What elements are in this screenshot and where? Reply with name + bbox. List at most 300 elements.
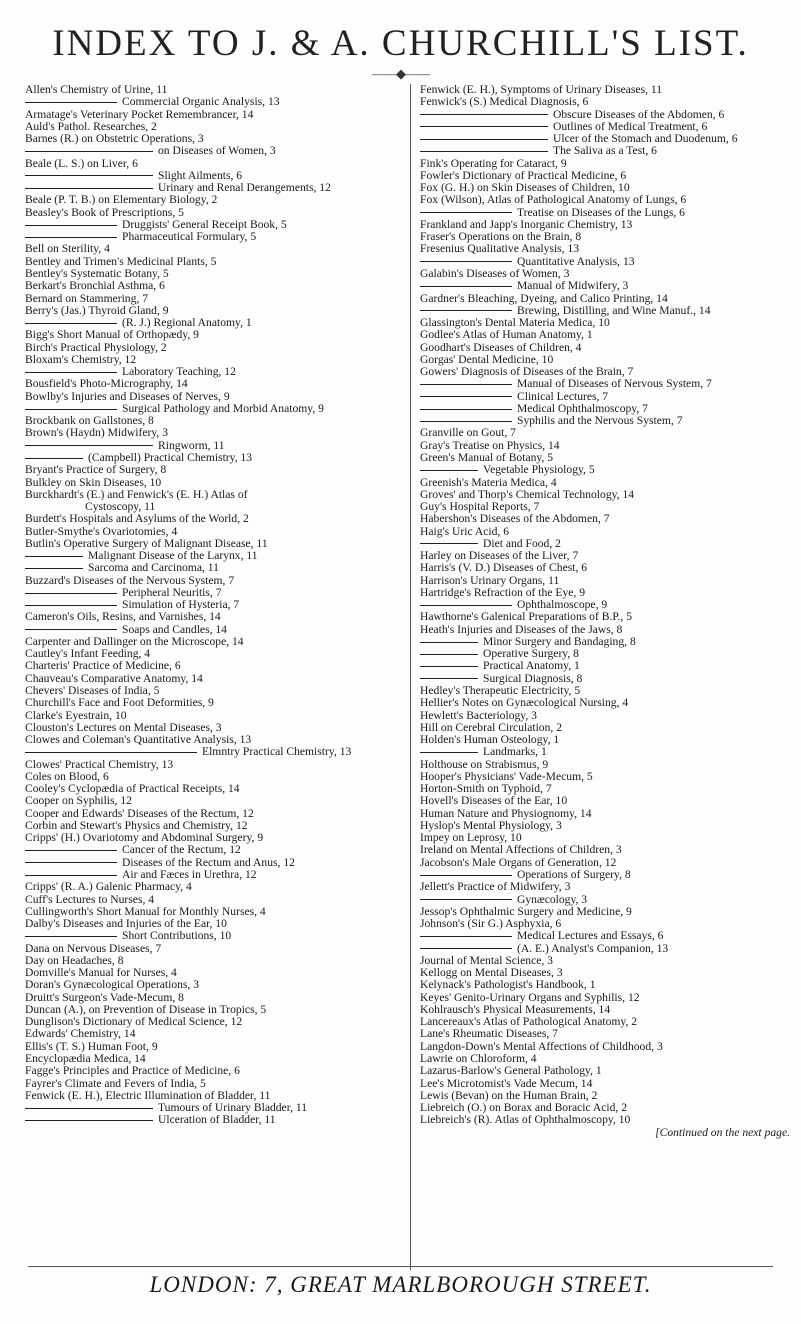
index-entry-text: Druggists' General Receipt Book, 5 (122, 218, 287, 231)
index-entry (25, 673, 405, 685)
index-entry-text: Encyclopædia Medica, 14 (25, 1052, 146, 1065)
index-entry (25, 121, 405, 133)
index-entry-text: Fenwick (E. H.), Symptoms of Urinary Diseases, 11 (420, 84, 663, 96)
index-entry (25, 894, 405, 906)
index-entry (25, 452, 405, 464)
index-entry-text: Laboratory Teaching, 12 (122, 366, 236, 379)
index-entry-text: Hooper's Physicians' Vade-Mecum, 5 (420, 770, 593, 783)
index-entry (25, 1004, 405, 1016)
index-entry (420, 231, 790, 243)
index-entry (25, 550, 405, 562)
index-entry (420, 783, 790, 795)
index-entry (420, 943, 790, 955)
index-entry (420, 440, 790, 452)
index-entry (25, 587, 405, 599)
ditto-dash (25, 568, 83, 569)
index-entry-text: Greenish's Materia Medica, 4 (420, 476, 557, 489)
ditto-dash (420, 752, 478, 753)
index-entry-text: Keyes' Genito-Urinary Organs and Syphilis, 12 (420, 991, 640, 1004)
index-entry (420, 1041, 790, 1053)
index-entry-text: Operations of Surgery, 8 (517, 869, 631, 881)
index-entry-text: Berry's (Jas.) Thyroid Gland, 9 (25, 304, 169, 317)
index-entry (25, 1053, 405, 1065)
index-entry-text: Burckhardt's (E.) and Fenwick's (E. H.) Atlas of (25, 488, 248, 501)
index-entry (420, 305, 790, 317)
index-entry-text: Heath's Injuries and Diseases of the Jaws, 8 (420, 623, 623, 636)
index-entry (420, 342, 790, 354)
ditto-dash (25, 850, 117, 851)
index-entry (420, 477, 790, 489)
index-entry (25, 501, 405, 513)
index-entry-text: Hyslop's Mental Physiology, 3 (420, 819, 562, 832)
index-entry-text: Carpenter and Dallinger on the Microscope, 14 (25, 635, 244, 648)
index-entry-text: Hedley's Therapeutic Electricity, 5 (420, 685, 581, 698)
ditto-dash (25, 409, 117, 410)
index-entry-text: Fraser's Operations on the Brain, 8 (420, 231, 582, 244)
index-entry-text: Hill on Cerebral Circulation, 2 (420, 721, 562, 734)
index-entry (25, 685, 405, 697)
ditto-dash (25, 323, 117, 324)
ditto-dash (25, 225, 117, 226)
index-entry (25, 231, 405, 243)
ditto-dash (420, 114, 548, 115)
index-entry-text: Bigg's Short Manual of Orthopædy, 9 (25, 329, 199, 342)
index-entry-text: Vegetable Physiology, 5 (483, 464, 595, 477)
index-entry-text: The Saliva as a Test, 6 (553, 145, 657, 158)
index-entry (420, 808, 790, 820)
index-entry-text: Lane's Rheumatic Diseases, 7 (420, 1028, 558, 1041)
index-entry (25, 440, 405, 452)
ditto-dash (420, 654, 478, 655)
index-entry (25, 783, 405, 795)
index-entry (25, 182, 405, 194)
index-entry-text: Edwards' Chemistry, 14 (25, 1028, 136, 1041)
index-entry-text: Malignant Disease of the Larynx, 11 (88, 550, 258, 563)
index-entry (420, 403, 790, 415)
index-entry-text: Chevers' Diseases of India, 5 (25, 685, 160, 698)
index-entry (420, 1127, 790, 1139)
ditto-dash (420, 948, 512, 949)
index-entry-text: Brewing, Distilling, and Wine Manuf., 14 (517, 304, 711, 317)
index-entry (25, 967, 405, 979)
index-entry (420, 587, 790, 599)
index-entry-text: Diet and Food, 2 (483, 537, 561, 550)
page-title: INDEX TO J. & A. CHURCHILL'S LIST. (52, 23, 749, 64)
index-entry (25, 109, 405, 121)
index-entry-text: Green's Manual of Botany, 5 (420, 451, 554, 464)
ditto-dash (420, 286, 512, 287)
index-entry (420, 550, 790, 562)
index-entry-text: Urinary and Renal Derangements, 12 (158, 182, 331, 195)
index-entry (420, 795, 790, 807)
title-ornament: ——◆—— (372, 66, 429, 81)
index-entry (420, 894, 790, 906)
index-entry (25, 170, 405, 182)
index-entry-text: Impey on Leprosy, 10 (420, 832, 522, 845)
index-entry-text: Jellett's Practice of Midwifery, 3 (420, 881, 571, 894)
index-entry-text: Slight Ailments, 6 (158, 169, 243, 182)
footer-address: LONDON: 7, GREAT MARLBOROUGH STREET. (149, 1272, 652, 1297)
index-entry (25, 746, 405, 758)
ditto-dash (25, 237, 117, 238)
index-entry-text: Bell on Sterility, 4 (25, 243, 110, 256)
index-entry-text: Galabin's Diseases of Women, 3 (420, 267, 570, 280)
index-entry-text: Hartridge's Refraction of the Eye, 9 (420, 586, 585, 599)
index-entry (420, 660, 790, 672)
index-entry-text: Lee's Microtomist's Vade Mecum, 14 (420, 1077, 593, 1090)
index-entry-text: Diseases of the Rectum and Anus, 12 (122, 856, 295, 869)
index-entry (25, 207, 405, 219)
index-entry-text: Medical Ophthalmoscopy, 7 (517, 402, 648, 415)
index-entry-text: Ellis's (T. S.) Human Foot, 9 (25, 1040, 158, 1053)
ditto-dash (420, 151, 548, 152)
ditto-dash (25, 102, 117, 103)
index-entry-text: Duncan (A.), on Prevention of Disease in Tropics, 5 (25, 1003, 267, 1016)
index-entry-text: Fink's Operating for Cataract, 9 (420, 157, 567, 170)
index-entry-text: Gray's Treatise on Physics, 14 (420, 439, 560, 452)
index-entry (420, 918, 790, 930)
ditto-dash (420, 936, 512, 937)
index-entry-text: on Diseases of Women, 3 (158, 145, 276, 158)
index-entry-text: Goodhart's Diseases of Children, 4 (420, 341, 582, 354)
index-entry (25, 342, 405, 354)
index-entry (420, 710, 790, 722)
index-entry-text: Ringworm, 11 (158, 439, 225, 452)
index-entry (420, 538, 790, 550)
index-entry (420, 1114, 790, 1126)
index-entry-text: Medical Lectures and Essays, 6 (517, 930, 664, 943)
index-entry (420, 280, 790, 292)
index-entry-text: Clinical Lectures, 7 (517, 390, 609, 403)
index-entry-text: (A. E.) Analyst's Companion, 13 (517, 942, 669, 955)
index-entry-text: Clowes' Practical Chemistry, 13 (25, 758, 174, 771)
index-entry-text: Cripps' (R. A.) Galenic Pharmacy, 4 (25, 881, 192, 894)
index-entry-text: Johnson's (Sir G.) Asphyxia, 6 (420, 918, 562, 931)
index-entry-text: Guy's Hospital Reports, 7 (420, 501, 540, 514)
index-entry (420, 1102, 790, 1114)
index-entry-text: Birch's Practical Physiology, 2 (25, 341, 167, 354)
index-entry-text: Obscure Diseases of the Abdomen, 6 (553, 108, 725, 121)
index-entry (25, 243, 405, 255)
index-entry (420, 992, 790, 1004)
index-entry-text: Haig's Uric Acid, 6 (420, 525, 510, 538)
index-entry (25, 1065, 405, 1077)
index-entry (420, 513, 790, 525)
index-entry (25, 391, 405, 403)
index-entry-text: Frankland and Japp's Inorganic Chemistry, 13 (420, 218, 633, 231)
index-entry-text: Jacobson's Male Organs of Generation, 12 (420, 856, 617, 869)
ditto-dash (420, 421, 512, 422)
index-entry (420, 746, 790, 758)
index-entry (25, 624, 405, 636)
ditto-dash (25, 1108, 153, 1109)
index-entry-text: Brown's (Haydn) Midwifery, 3 (25, 427, 169, 440)
index-entry-text: Fagge's Principles and Practice of Medicine, 6 (25, 1065, 240, 1078)
index-entry-text: Clowes and Coleman's Quantitative Analysis, 13 (25, 734, 252, 747)
index-entry (420, 820, 790, 832)
index-entry-text: Butlin's Operative Surgery of Malignant Disease, 11 (25, 537, 268, 550)
index-entry-text: Peripheral Neuritis, 7 (122, 586, 222, 599)
index-entry-text: Godlee's Atlas of Human Anatomy, 1 (420, 329, 593, 342)
index-entry-text: Elmntry Practical Chemistry, 13 (202, 746, 352, 759)
index-entry-text: Manual of Diseases of Nervous System, 7 (517, 378, 712, 391)
index-entry-text: Lazarus-Barlow's General Pathology, 1 (420, 1065, 602, 1078)
index-entry-text: Cooper and Edwards' Diseases of the Rectum, 12 (25, 807, 254, 820)
index-entry (25, 697, 405, 709)
index-entry (420, 930, 790, 942)
index-entry-text: Practical Anatomy, 1 (483, 660, 580, 673)
footer-rule (28, 1266, 773, 1267)
ditto-dash (420, 605, 512, 606)
ditto-dash (25, 875, 117, 876)
index-entry (25, 305, 405, 317)
index-entry (420, 526, 790, 538)
index-entry-text: Kelynack's Pathologist's Handbook, 1 (420, 979, 596, 992)
index-entry (25, 857, 405, 869)
index-entry (420, 636, 790, 648)
index-entry (420, 317, 790, 329)
index-entry (25, 562, 405, 574)
index-entry-text: Lewis (Bevan) on the Human Brain, 2 (420, 1089, 598, 1102)
index-entry (420, 1053, 790, 1065)
index-entry (25, 930, 405, 942)
index-entry (420, 1090, 790, 1102)
index-entry-text: Charteris' Practice of Medicine, 6 (25, 660, 181, 673)
index-entry-text: Armatage's Veterinary Pocket Remembrancer, 14 (25, 108, 254, 121)
index-entry (420, 611, 790, 623)
index-entry (25, 477, 405, 489)
column-divider (410, 84, 411, 1270)
index-entry-text: Dunglison's Dictionary of Medical Science, 12 (25, 1016, 243, 1029)
index-entry-text: Soaps and Candles, 14 (122, 623, 227, 636)
index-entry (25, 1041, 405, 1053)
index-entry-text: Corbin and Stewart's Physics and Chemistry, 12 (25, 819, 248, 832)
index-entry (25, 354, 405, 366)
index-entry (420, 329, 790, 341)
index-entry (420, 624, 790, 636)
index-entry-text: Horton-Smith on Typhoid, 7 (420, 783, 552, 796)
index-entry-text: Landmarks, 1 (483, 746, 547, 759)
index-entry-text: Granville on Gout, 7 (420, 427, 516, 440)
index-entry-text: Harris's (V. D.) Diseases of Chest, 6 (420, 562, 588, 575)
index-entry-text: Outlines of Medical Treatment, 6 (553, 120, 708, 133)
index-entry (25, 329, 405, 341)
index-entry-text: Ulcer of the Stomach and Duodenum, 6 (553, 133, 738, 146)
index-entry (420, 121, 790, 133)
ditto-dash (420, 384, 512, 385)
index-entry (420, 1004, 790, 1016)
index-entry-text: Fox (G. H.) on Skin Diseases of Children, 10 (420, 182, 630, 195)
index-entry (25, 710, 405, 722)
index-entry (420, 256, 790, 268)
index-entry (25, 256, 405, 268)
index-entry-text: Surgical Diagnosis, 8 (483, 672, 583, 685)
ditto-dash (420, 642, 478, 643)
index-entry-text: Lawrie on Chloroform, 4 (420, 1052, 537, 1065)
index-entry (25, 96, 405, 108)
index-entry-text: Beale (P. T. B.) on Elementary Biology, 2 (25, 194, 218, 207)
index-entry (420, 734, 790, 746)
index-entry-text: Bryant's Practice of Surgery, 8 (25, 464, 167, 477)
index-entry (420, 857, 790, 869)
index-entry (420, 145, 790, 157)
index-entry (25, 317, 405, 329)
index-entry (25, 722, 405, 734)
index-entry-text: Hellier's Notes on Gynæcological Nursing, 4 (420, 697, 629, 710)
index-entry (25, 489, 405, 501)
index-entry (25, 734, 405, 746)
index-entry (420, 832, 790, 844)
index-entry-text: Minor Surgery and Bandaging, 8 (483, 635, 636, 648)
index-entry (25, 955, 405, 967)
index-entry-text: Gorgas' Dental Medicine, 10 (420, 353, 554, 366)
index-entry (25, 538, 405, 550)
index-entry-text: Berkart's Bronchial Asthma, 6 (25, 280, 165, 293)
index-entry-text: Brockbank on Gallstones, 8 (25, 415, 154, 428)
index-entry-text: Glassington's Dental Materia Medica, 10 (420, 317, 610, 330)
index-entry (25, 869, 405, 881)
index-entry (420, 599, 790, 611)
index-entry (25, 145, 405, 157)
index-entry (25, 881, 405, 893)
index-entry (25, 906, 405, 918)
index-entry-text: Clarke's Eyestrain, 10 (25, 709, 127, 722)
ditto-dash (420, 678, 478, 679)
index-entry (25, 918, 405, 930)
index-entry (420, 158, 790, 170)
index-entry-text: Cripps' (H.) Ovariotomy and Abdominal Surgery, 9 (25, 832, 264, 845)
index-entry (25, 808, 405, 820)
ditto-dash (420, 396, 512, 397)
ditto-dash (25, 445, 153, 446)
index-entry (25, 1090, 405, 1102)
index-entry-text: Liebreich's (R). Atlas of Ophthalmoscopy, 10 (420, 1114, 631, 1127)
index-entry (25, 280, 405, 292)
index-entry-text: Hawthorne's Galenical Preparations of B.P., 5 (420, 611, 633, 624)
index-entry (420, 452, 790, 464)
index-entry-text: Auld's Pathol. Researches, 2 (25, 120, 157, 133)
index-entry-text: Lancereaux's Atlas of Pathological Anatomy, 2 (420, 1016, 638, 1029)
index-entry-text: Pharmaceutical Formulary, 5 (122, 231, 257, 244)
index-entry-text: Cullingworth's Short Manual for Monthly Nurses, 4 (25, 905, 266, 918)
index-entry-text: Day on Headaches, 8 (25, 954, 124, 967)
index-entry (420, 844, 790, 856)
index-entry-text: Hovell's Diseases of the Ear, 10 (420, 795, 568, 808)
index-entry-text: Gardner's Bleaching, Dyeing, and Calico Printing, 14 (420, 292, 668, 305)
index-entry-text: Cautley's Infant Feeding, 4 (25, 648, 151, 661)
index-entry (25, 636, 405, 648)
index-entry-text: Dana on Nervous Diseases, 7 (25, 942, 162, 955)
index-entry-text: Surgical Pathology and Morbid Anatomy, 9 (122, 402, 324, 415)
index-entry-text: Manual of Midwifery, 3 (517, 280, 629, 293)
index-entry (420, 243, 790, 255)
index-entry (25, 268, 405, 280)
index-entry (25, 820, 405, 832)
ditto-dash (420, 875, 512, 876)
index-entry-text: Journal of Mental Science, 3 (420, 954, 553, 967)
ditto-dash (25, 458, 83, 459)
ditto-dash (420, 899, 512, 900)
index-entry (25, 403, 405, 415)
index-entry (420, 170, 790, 182)
index-entry (420, 648, 790, 660)
index-entry (420, 1028, 790, 1040)
index-entry-text: Bernard on Stammering, 7 (25, 292, 148, 305)
ditto-dash (420, 212, 512, 213)
index-entry-text: Simulation of Hysteria, 7 (122, 599, 240, 612)
index-entry-text: Bowlby's Injuries and Diseases of Nerves, 9 (25, 390, 230, 403)
index-entry-text: Commercial Organic Analysis, 13 (122, 96, 280, 109)
index-entry (25, 194, 405, 206)
ditto-dash (25, 629, 117, 630)
index-entry (25, 366, 405, 378)
ditto-dash (420, 126, 548, 127)
index-entry (25, 979, 405, 991)
index-entry-text: Groves' and Thorp's Chemical Technology, 14 (420, 488, 635, 501)
index-entry (25, 599, 405, 611)
index-entry-text: Fowler's Dictionary of Practical Medicine, 6 (420, 169, 627, 182)
index-entry-text: Doran's Gynæcological Operations, 3 (25, 979, 200, 992)
index-entry-text: Ireland on Mental Affections of Children, 3 (420, 844, 622, 857)
index-entry (420, 771, 790, 783)
index-entry-text: Cuff's Lectures to Nurses, 4 (25, 893, 155, 906)
index-entry (420, 575, 790, 587)
index-entry (25, 219, 405, 231)
index-entry-text: Gynæcology, 3 (517, 893, 588, 906)
index-entry (420, 1078, 790, 1090)
index-entry-text: Human Nature and Physiognomy, 14 (420, 807, 592, 820)
index-entry (25, 513, 405, 525)
index-entry-text: Cystoscopy, 11 (85, 501, 156, 514)
index-entry (420, 366, 790, 378)
index-entry-text: Burdett's Hospitals and Asylums of the World, 2 (25, 513, 249, 526)
index-entry (420, 194, 790, 206)
index-entry (25, 648, 405, 660)
index-entry-text: Sarcoma and Carcinoma, 11 (88, 562, 219, 575)
index-entry-text: Operative Surgery, 8 (483, 648, 579, 661)
index-entry (420, 759, 790, 771)
index-entry (25, 464, 405, 476)
index-entry-text: Short Contributions, 10 (122, 930, 232, 943)
right-index-column (420, 84, 790, 1139)
ditto-dash (420, 409, 512, 410)
index-entry-text: Bousfield's Photo-Micrography, 14 (25, 378, 188, 391)
index-entry (25, 844, 405, 856)
index-entry-text: Barnes (R.) on Obstetric Operations, 3 (25, 133, 204, 146)
index-entry-text: Liebreich (O.) on Borax and Boracic Acid, 2 (420, 1102, 628, 1115)
index-entry (420, 673, 790, 685)
index-entry (25, 1114, 405, 1126)
index-entry-text: Butler-Smythe's Ovariotomies, 4 (25, 525, 178, 538)
index-entry-text: Ulceration of Bladder, 11 (158, 1114, 276, 1127)
index-entry-text: Fenwick (E. H.), Electric Illumination of Bladder, 11 (25, 1089, 271, 1102)
index-entry (25, 759, 405, 771)
index-entry (420, 268, 790, 280)
index-entry-text: Ophthalmoscope, 9 (517, 599, 608, 612)
index-entry (420, 562, 790, 574)
index-entry-text: Allen's Chemistry of Urine, 11 (25, 84, 168, 96)
index-entry-text: Cameron's Oils, Resins, and Varnishes, 14 (25, 611, 221, 624)
index-entry (25, 832, 405, 844)
index-entry (420, 1016, 790, 1028)
index-entry (420, 293, 790, 305)
index-entry (420, 84, 790, 96)
ditto-dash (420, 139, 548, 140)
index-entry (420, 464, 790, 476)
index-entry (25, 992, 405, 1004)
index-entry-text: Kellogg on Mental Diseases, 3 (420, 967, 563, 980)
index-entry-text: Churchill's Face and Foot Deformities, 9 (25, 697, 214, 710)
